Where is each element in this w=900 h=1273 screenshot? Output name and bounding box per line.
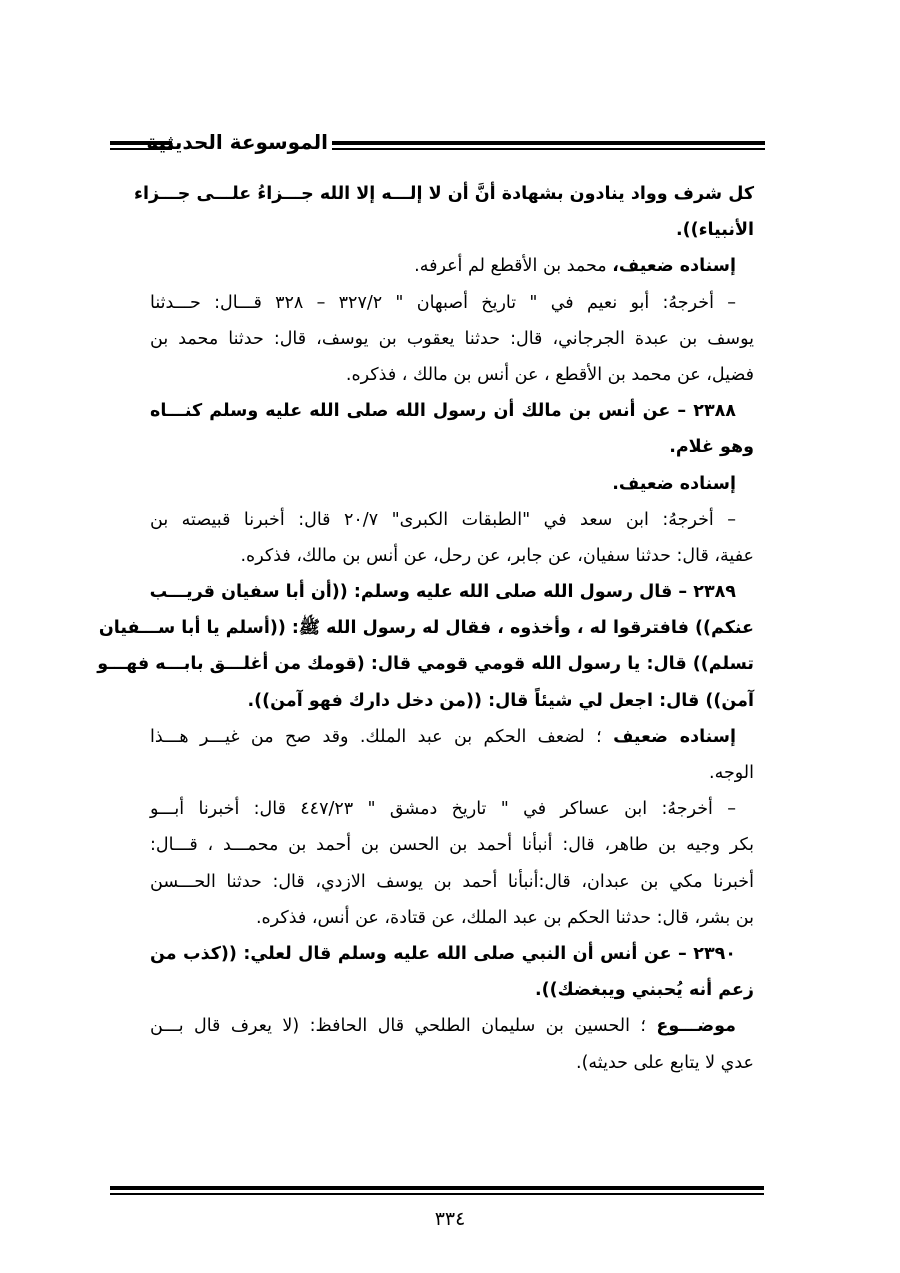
footer-rule-thin — [110, 1193, 764, 1195]
body-text — [97, 176, 754, 1081]
line-text: عنكم)) فافترقوا له ، وأخذوه ، فقال له رسول الله ﷺ: ((أسلم يا أبا ســـفيان — [98, 618, 754, 639]
text-line — [150, 502, 754, 538]
line-text: الوجه. — [709, 763, 754, 783]
text-line — [150, 538, 754, 574]
text-line — [150, 791, 754, 827]
line-text: – أخرجهُ: ابن عساكر في " تاريخ دمشق " ٤٤٧/٢٣ قال: أخبرنا أبـــو — [150, 799, 736, 820]
line-text: ٢٣٩٠ – عن أنس أن النبي صلى الله عليه وسلم قال لعلي: ((كذب من — [150, 943, 736, 964]
line-text: وهو غلام. — [669, 437, 754, 458]
line-text: عفية، قال: حدثنا سفيان، عن جابر، عن رحل، عن أنس بن مالك، فذكره. — [240, 545, 754, 566]
text-line — [150, 357, 754, 393]
line-text: عدي لا يتابع على حديثه). — [576, 1052, 754, 1073]
header-title: الموسوعة الحديثية — [146, 130, 328, 154]
line-lead: إسناده ضعيف — [613, 726, 736, 747]
text-line — [98, 610, 754, 646]
footer-rule-thick — [110, 1186, 764, 1190]
line-text: محمد بن الأقطع لم أعرفه. — [414, 256, 613, 277]
text-line — [150, 212, 754, 248]
line-text: بكر وجيه بن طاهر، قال: أنبأنا أحمد بن الحسن بن أحمد بن محمـــد ، قـــال: — [150, 835, 754, 856]
line-text: تسلم)) قال: يا رسول الله قومي قومي قال: (قومك من أغلـــق بابـــه فهـــو — [97, 654, 754, 675]
line-text: آمن)) قال: اجعل لي شيئاً قال: ((من دخل دارك فهو آمن)). — [247, 690, 754, 711]
text-line — [150, 1045, 754, 1081]
text-line — [150, 827, 754, 863]
line-text: زعم أنه يُحبني ويبغضك)). — [534, 980, 754, 1001]
text-line — [134, 176, 754, 212]
line-text: يوسف بن عبدة الجرجاني، قال: حدثنا يعقوب بن يوسف، قال: حدثنا محمد بن — [150, 328, 754, 349]
line-text: ؛ لضعف الحكم بن عبد الملك. وقد صح من غيـــر هـــذا — [150, 726, 614, 747]
text-line — [150, 936, 754, 972]
line-text: – أخرجهُ: ابن سعد في "الطبقات الكبرى" ٢٠/٧ قال: أخبرنا قبيصته بن — [150, 509, 737, 530]
text-line — [150, 683, 754, 719]
text-line — [97, 646, 754, 682]
text-line — [150, 466, 754, 502]
text-line — [150, 900, 754, 936]
line-text: إسناده ضعيف. — [612, 473, 736, 494]
text-line — [150, 755, 754, 791]
line-text: كل شرف وواد ينادون بشهادة أنَّ أن لا إلـــه إلا الله جـــزاءُ علـــى جـــزاء — [134, 184, 754, 204]
line-text: الأنبياء)). — [675, 220, 754, 241]
line-text: بن بشر، قال: حدثنا الحكم بن عبد الملك، عن قتادة، عن أنس، فذكره. — [255, 907, 754, 928]
line-text: – أخرجهُ: أبو نعيم في " تاريخ أصبهان " ٣٢٧/٢ – ٣٢٨ قـــال: حـــدثنا — [150, 292, 736, 313]
text-line — [150, 574, 754, 610]
text-line — [150, 285, 754, 321]
line-text: ؛ الحسين بن سليمان الطلحي قال الحافظ: (لا يعرف قال بـــن — [150, 1016, 657, 1037]
line-lead: موضـــوع — [656, 1016, 736, 1037]
line-text: فضيل، عن محمد بن الأقطع ، عن أنس بن مالك ، فذكره. — [345, 364, 754, 385]
text-line — [150, 719, 754, 755]
page-number: ٣٣٤ — [434, 1208, 466, 1230]
text-line — [150, 1008, 754, 1044]
text-line — [150, 321, 754, 357]
header-rule-right — [332, 141, 765, 153]
text-line — [150, 972, 754, 1008]
text-line — [150, 429, 754, 465]
text-line — [150, 393, 754, 429]
line-text: أخبرنا مكي بن عبدان، قال:أنبأنا أحمد بن يوسف الازدي، قال: حدثنا الحـــسن — [150, 871, 754, 892]
text-line — [150, 864, 754, 900]
running-header — [110, 126, 765, 166]
line-lead: إسناده ضعيف، — [612, 256, 736, 277]
line-text: ٢٣٨٩ – قال رسول الله صلى الله عليه وسلم: ((أن أبا سفيان قريـــب — [149, 582, 736, 603]
line-text: ٢٣٨٨ – عن أنس بن مالك أن رسول الله صلى الله عليه وسلم كنـــاه — [150, 401, 736, 422]
text-line — [150, 248, 754, 284]
